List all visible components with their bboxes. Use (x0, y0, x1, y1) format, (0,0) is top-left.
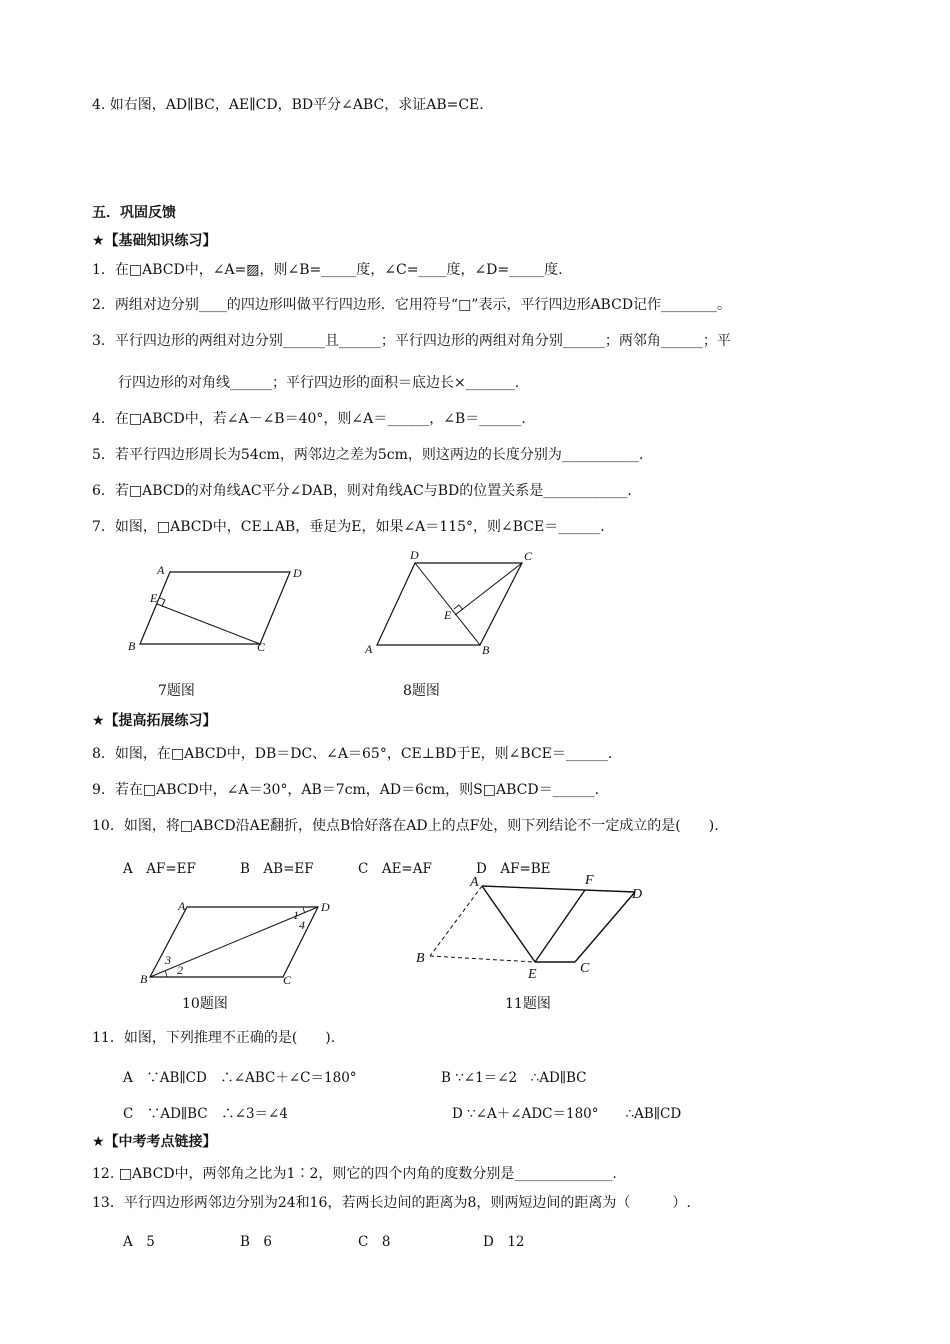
fig10-label-b: B (140, 972, 148, 986)
fig11-dashed-be (430, 956, 535, 962)
fig8-parallelogram (377, 563, 522, 645)
figure-7-caption: 7题图 (158, 683, 195, 699)
basic-question-1: 1．在□ABCD中，∠A=▨，则∠B=_____度，∠C=____度，∠D=_____度. (92, 262, 563, 278)
q10-option-a: A AF=EF (123, 861, 196, 877)
fig11-label-c: C (580, 961, 590, 976)
figure-7 (125, 560, 315, 660)
basic-question-4: 4．在□ABCD中，若∠A－∠B＝40°，则∠A＝______，∠B＝______. (92, 411, 526, 427)
fig11-label-d: D (632, 887, 643, 902)
figure-11-caption: 11题图 (505, 996, 551, 1012)
fig10-label-d: D (321, 900, 330, 914)
question-11: 11．如图，下列推理不正确的是( ). (92, 1030, 336, 1046)
fig10-label-1: 1 (293, 908, 299, 922)
figure-10 (135, 895, 345, 990)
fig8-segment-ce (455, 563, 522, 615)
q10-option-b: B AB=EF (240, 861, 314, 877)
fig11-segment-ae (482, 886, 535, 962)
fig11-dashed-ab (430, 886, 482, 956)
fig11-segment-ad (482, 886, 635, 892)
q13-option-d: D 12 (483, 1234, 525, 1250)
basic-question-3-cont: 行四边形的对角线______；平行四边形的面积＝底边长×_______. (118, 375, 520, 391)
advanced-question-8: 8．如图，在□ABCD中，DB＝DC、∠A＝65°，CE⊥BD于E，则∠BCE＝______. (92, 746, 613, 762)
basic-question-3: 3．平行四边形的两组对边分别______且______；平行四边形的两组对角分别______；两邻角______；平 (92, 333, 731, 349)
fig10-label-4: 4 (299, 918, 305, 932)
fig7-right-angle-mark (160, 598, 165, 606)
q13-option-a: A 5 (123, 1234, 155, 1250)
basic-question-5: 5．若平行四边形周长为54cm，两邻边之差为5cm，则这两边的长度分别为___________. (92, 447, 644, 463)
fig8-label-c: C (524, 549, 533, 563)
exam-question-12: 12. □ABCD中，两邻角之比为1∶2，则它的四个内角的度数分别是______________. (92, 1166, 617, 1182)
fig8-label-e: E (444, 608, 452, 622)
question-4-top: 4. 如右图，AD∥BC，AE∥CD，BD平分∠ABC，求证AB=CE. (92, 97, 484, 113)
fig11-label-b: B (416, 951, 425, 966)
advanced-practice-title: ★【提高拓展练习】 (92, 713, 217, 729)
fig11-label-a: A (470, 875, 479, 890)
exam-link-title: ★【中考考点链接】 (92, 1134, 217, 1150)
fig7-parallelogram (140, 572, 290, 644)
basic-question-7: 7．如图，□ABCD中，CE⊥AB，垂足为E，如果∠A＝115°，则∠BCE＝______. (92, 519, 605, 535)
figure-11 (410, 868, 660, 983)
fig7-segment-ce (157, 604, 260, 644)
q11-option-c: C ∵AD∥BC ∴∠3＝∠4 (123, 1106, 288, 1122)
fig8-label-b: B (482, 643, 490, 657)
fig8-label-d: D (410, 548, 419, 562)
fig10-angle-arc-1 (303, 907, 305, 913)
fig10-label-2: 2 (177, 963, 183, 977)
fig10-angle-arc-2 (165, 971, 167, 977)
fig7-label-c: C (257, 640, 266, 654)
fig11-label-e: E (528, 967, 537, 982)
fig11-label-f: F (585, 873, 594, 888)
fig7-label-d: D (293, 566, 302, 580)
q13-option-b: B 6 (240, 1234, 273, 1250)
fig7-label-b: B (128, 639, 136, 653)
basic-practice-title: ★【基础知识练习】 (92, 233, 217, 249)
q11-option-d: D ∵∠A＋∠ADC＝180° ∴AB∥CD (452, 1106, 682, 1122)
fig10-label-a: A (178, 899, 186, 913)
advanced-question-9: 9．若在□ABCD中，∠A＝30°，AB＝7cm，AD＝6cm，则S□ABCD＝______. (92, 782, 600, 798)
exam-question-13: 13．平行四边形两邻边分别为24和16，若两长边间的距离为8，则两短边间的距离为（ ）. (92, 1195, 691, 1211)
fig10-label-c: C (283, 973, 292, 987)
section-title: 五．巩固反馈 (92, 205, 176, 221)
basic-question-6: 6．若□ABCD的对角线AC平分∠DAB，则对角线AC与BD的位置关系是____________. (92, 483, 632, 499)
q10-option-c: C AE=AF (358, 861, 432, 877)
fig10-label-3: 3 (165, 953, 171, 967)
figure-8 (360, 545, 550, 660)
basic-question-2: 2．两组对边分别____的四边形叫做平行四边形．它用符号“□”表示，平行四边形ABCD记作________。 (92, 297, 732, 313)
fig7-label-e: E (150, 591, 158, 605)
figure-10-caption: 10题图 (182, 996, 228, 1012)
q10-option-d: D AF=BE (476, 861, 551, 877)
q11-option-b: B ∵∠1＝∠2 ∴AD∥BC (441, 1070, 587, 1086)
fig8-label-a: A (365, 642, 373, 656)
figure-8-caption: 8题图 (403, 683, 440, 699)
fig11-segment-fe (535, 890, 585, 962)
advanced-question-10: 10．如图，将□ABCD沿AE翻折，使点B恰好落在AD上的点F处，则下列结论不一定成立的是( ). (92, 818, 719, 834)
q13-option-c: C 8 (358, 1234, 391, 1250)
q11-option-a: A ∵AB∥CD ∴∠ABC＋∠C＝180° (123, 1070, 357, 1086)
fig7-label-a: A (157, 563, 165, 577)
fig8-diagonal-db (415, 563, 480, 645)
fig11-segment-dc (575, 892, 635, 962)
